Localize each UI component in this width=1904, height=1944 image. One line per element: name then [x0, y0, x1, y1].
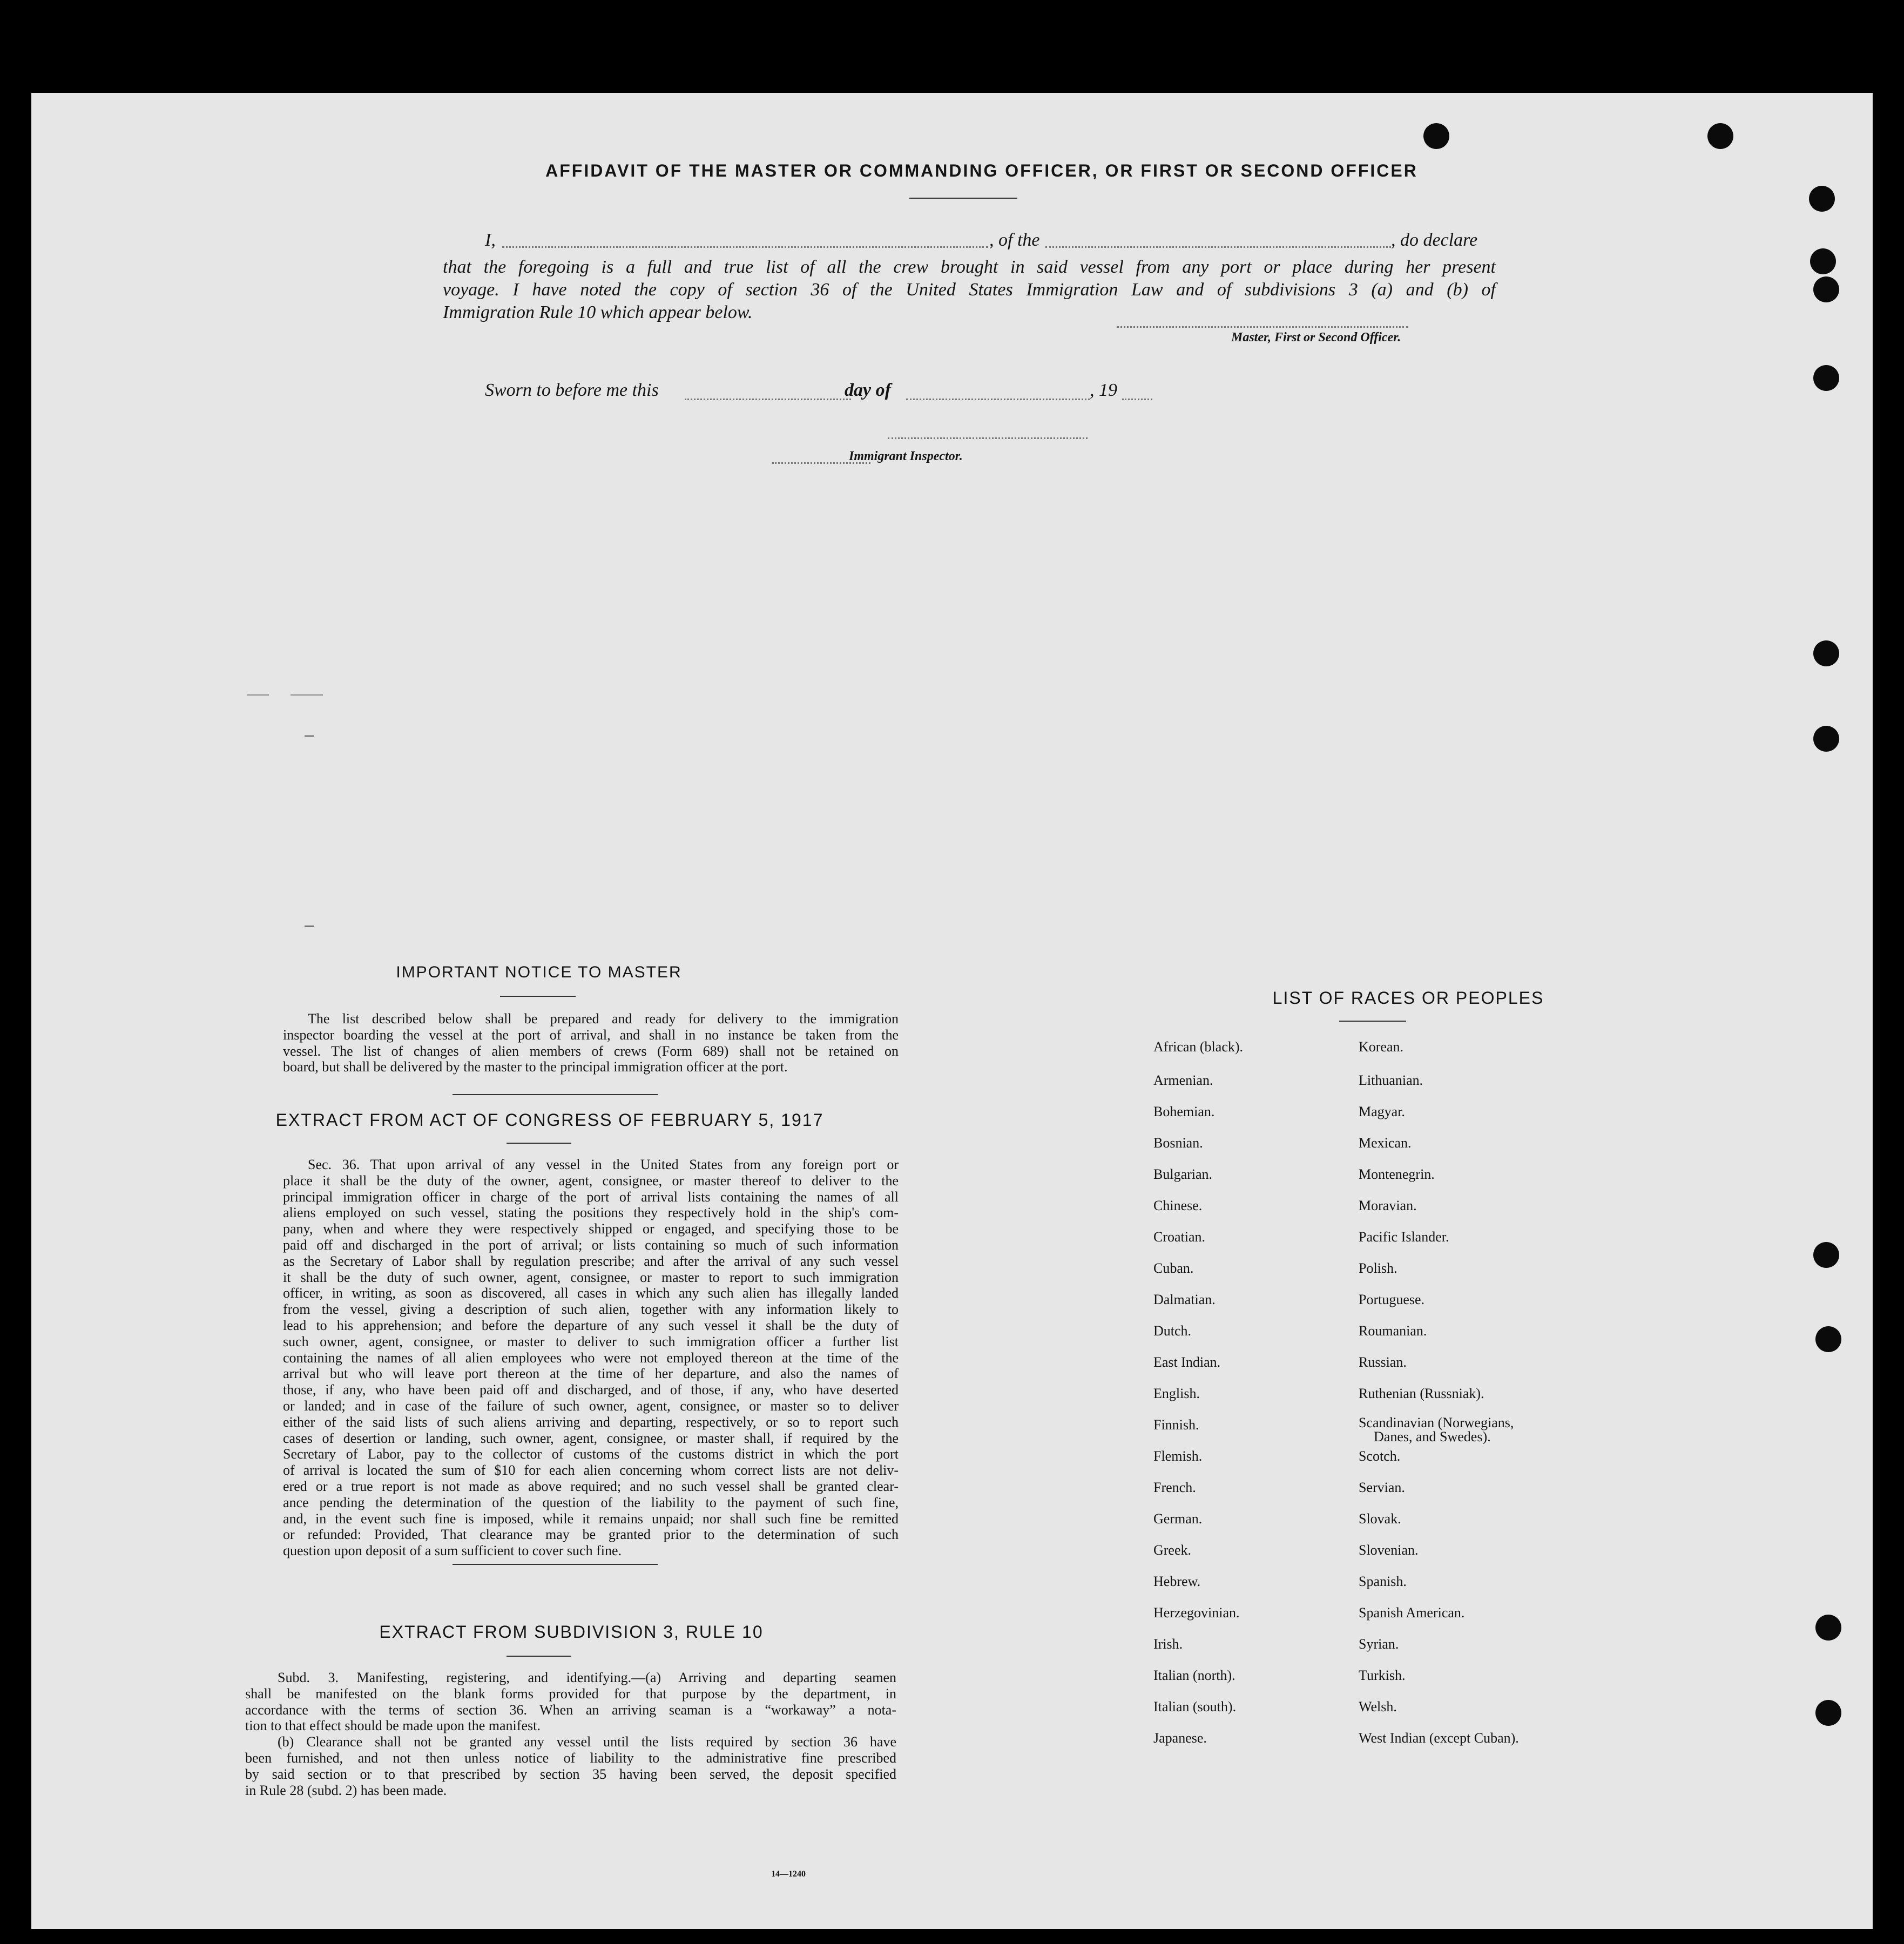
punch-hole — [1813, 276, 1839, 302]
race-item: Syrian. — [1359, 1636, 1399, 1652]
act-line: Sec. 36. That upon arrival of any vessel in the United States from any foreign port or — [308, 1157, 899, 1172]
race-item: Scandinavian (Norwegians, — [1359, 1415, 1514, 1430]
race-item: Welsh. — [1359, 1699, 1397, 1714]
act-line: or landed; and in case of the failure of such owner, agent, consignee, or master so to deliver — [283, 1398, 899, 1414]
race-item: Polish. — [1359, 1260, 1397, 1276]
officer-caption: Master, First or Second Officer. — [1231, 330, 1401, 345]
race-item: Bulgarian. — [1153, 1166, 1213, 1182]
punch-hole — [1815, 1326, 1841, 1352]
race-item: Chinese. — [1153, 1198, 1203, 1213]
punch-hole — [1813, 726, 1839, 752]
affidavit-line-1c: , do declare — [1391, 230, 1478, 250]
race-item: Portuguese. — [1359, 1292, 1425, 1307]
notice-text — [283, 1011, 899, 1075]
act-line: ered or a true report is not made as above required; and no such vessel shall be granted clear- — [283, 1478, 899, 1494]
notice-line: The list described below shall be prepared and ready for delivery to the immigration — [308, 1011, 899, 1027]
race-item: Flemish. — [1153, 1448, 1203, 1464]
race-item: Croatian. — [1153, 1229, 1206, 1245]
race-item: Pacific Islander. — [1359, 1229, 1449, 1245]
rule-rule — [507, 1656, 571, 1657]
year-field-line — [1122, 399, 1152, 400]
race-item: Montenegrin. — [1359, 1166, 1435, 1182]
race-item: Spanish. — [1359, 1574, 1407, 1589]
act-line: those, if any, who have been paid off and discharged, and of those, if any, who have deserted — [283, 1382, 899, 1398]
act-line: such owner, agent, consignee, or master to deliver to such immigration officer a further list — [283, 1333, 899, 1349]
punch-hole — [1809, 186, 1835, 212]
sworn-text-a: Sworn to before me this — [485, 380, 659, 400]
rule-line: tion to that effect should be made upon the manifest. — [245, 1718, 541, 1734]
race-item: Roumanian. — [1359, 1323, 1427, 1339]
notice-line: board, but shall be delivered by the master to the principal immigration officer at the port. — [283, 1059, 788, 1075]
race-item: Danes, and Swedes). — [1374, 1429, 1491, 1444]
title-rule — [909, 198, 1017, 199]
race-item: Slovak. — [1359, 1511, 1401, 1527]
race-item: Korean. — [1359, 1039, 1404, 1055]
race-item: Japanese. — [1153, 1730, 1207, 1746]
section-divider — [453, 1564, 658, 1565]
rule-line: shall be manifested on the blank forms provided for that purpose by the department, in — [245, 1685, 896, 1702]
act-line: Secretary of Labor, pay to the collector of customs of the customs district in which the port — [283, 1446, 899, 1462]
race-item: East Indian. — [1153, 1354, 1221, 1370]
race-item: Magyar. — [1359, 1104, 1405, 1119]
rule-line: Subd. 3. Manifesting, registering, and identifying.—(a) Arriving and departing seamen — [278, 1670, 896, 1685]
race-item: Ruthenian (Russniak). — [1359, 1386, 1484, 1401]
act-line: cases of desertion or landing, such owner, agent, consignee, or master shall, if required by the — [283, 1430, 899, 1446]
affidavit-line-1b: , of the — [989, 230, 1040, 250]
act-line: as the Secretary of Labor shall by regulation prescribe; and after the arrival of any such vessel — [283, 1253, 899, 1269]
act-line: officer, in writing, as soon as discovered, all cases in which any such alien has illegally landed — [283, 1285, 899, 1301]
race-item: Turkish. — [1359, 1668, 1406, 1683]
rule-line: accordance with the terms of section 36. When an arriving seaman is a “workaway” a nota- — [245, 1702, 896, 1718]
name-field-line — [502, 246, 988, 248]
act-line: or refunded: Provided, That clearance may be granted prior to the determination of such — [283, 1527, 899, 1543]
race-item: Scotch. — [1359, 1448, 1401, 1464]
race-item: Greek. — [1153, 1542, 1192, 1558]
officer-signature-line — [1117, 326, 1408, 328]
sworn-text-b: day of — [845, 380, 891, 400]
rule-line: been furnished, and not then unless notice of liability to the administrative fine prescribed — [245, 1750, 896, 1766]
punch-hole — [1810, 248, 1836, 274]
race-item: Herzegovinian. — [1153, 1605, 1240, 1621]
notice-line: inspector boarding the vessel at the port of arrival, and shall in no instance be taken from the — [283, 1027, 899, 1043]
race-item: Finnish. — [1153, 1417, 1199, 1433]
act-text — [283, 1157, 899, 1559]
punch-hole — [1707, 123, 1733, 149]
race-item: Dalmatian. — [1153, 1292, 1216, 1307]
punch-hole — [1813, 365, 1839, 391]
notice-rule — [500, 996, 576, 997]
race-item: French. — [1153, 1480, 1196, 1495]
affidavit-title: AFFIDAVIT OF THE MASTER OR COMMANDING OFFICER, OR FIRST OR SECOND OFFICER — [545, 161, 1418, 180]
race-item: Cuban. — [1153, 1260, 1194, 1276]
race-item: English. — [1153, 1386, 1200, 1401]
scan-mark — [291, 694, 323, 696]
race-item: Moravian. — [1359, 1198, 1417, 1213]
notice-title: IMPORTANT NOTICE TO MASTER — [396, 963, 682, 981]
act-line: from the vessel, giving a description of such alien, together with any information likely to — [283, 1301, 899, 1318]
race-item: Hebrew. — [1153, 1574, 1201, 1589]
rule-line: (b) Clearance shall not be granted any vessel until the lists required by section 36 have — [278, 1734, 896, 1750]
act-line: containing the names of all alien employees who were not employed thereon at the time of the — [283, 1349, 899, 1366]
race-item: Armenian. — [1153, 1072, 1213, 1088]
race-item: Slovenian. — [1359, 1542, 1419, 1558]
act-line: arrival but who will leave port thereon at the time of her departure, and also the names of — [283, 1366, 899, 1382]
act-line: principal immigration officer in charge of the port of arrival lists containing the names of all — [283, 1189, 899, 1205]
affidavit-line-1a: I, — [485, 230, 496, 250]
act-line: lead to his apprehension; and before the departure of any such vessel it shall be the duty of — [283, 1317, 899, 1333]
race-item: German. — [1153, 1511, 1203, 1527]
punch-hole — [1815, 1615, 1841, 1641]
race-item: Lithuanian. — [1359, 1072, 1423, 1088]
act-line: ance pending the determination of the question of the liability to the payment of such fine, — [283, 1494, 899, 1510]
rule-text — [245, 1670, 896, 1798]
scan-mark — [305, 735, 314, 737]
inspector-signature-line-1 — [888, 437, 1088, 439]
race-item: Italian (north). — [1153, 1668, 1235, 1683]
punch-hole — [1815, 1700, 1841, 1726]
act-line: pany, when and where they were respectively shipped or engaged, and specifying those to be — [283, 1221, 899, 1237]
race-item: Mexican. — [1359, 1135, 1412, 1151]
act-line: of arrival is located the sum of $10 for each alien concerning whom correct lists are not deliv- — [283, 1462, 899, 1479]
races-rule — [1339, 1021, 1406, 1022]
race-item: Italian (south). — [1153, 1699, 1237, 1714]
act-line: paid off and discharged in the port of arrival; or lists containing so much of such information — [283, 1237, 899, 1253]
form-number: 14—1240 — [771, 1869, 806, 1879]
punch-hole — [1813, 640, 1839, 666]
race-item: Spanish American. — [1359, 1605, 1465, 1621]
act-line: question upon deposit of a sum sufficient to cover such fine. — [283, 1543, 622, 1559]
race-item: Irish. — [1153, 1636, 1183, 1652]
inspector-caption: Immigrant Inspector. — [849, 449, 963, 463]
affidavit-line-4: Immigration Rule 10 which appear below. — [443, 302, 753, 322]
affidavit-line-3: voyage. I have noted the copy of section 36 of the United States Immigration Law and of subdivisions 3 (a) and (b) of — [443, 280, 1496, 300]
act-line: aliens employed on such vessel, stating the positions they respectively hold in the ship's com- — [283, 1205, 899, 1221]
races-title: LIST OF RACES OR PEOPLES — [1272, 988, 1544, 1008]
race-item: Bohemian. — [1153, 1104, 1215, 1119]
affidavit-line-2: that the foregoing is a full and true list of all the crew brought in said vessel from any port or place during her present — [443, 257, 1496, 277]
punch-hole — [1813, 1242, 1839, 1268]
month-field-line — [906, 399, 1090, 400]
section-divider — [453, 1094, 658, 1095]
rule-line: in Rule 28 (subd. 2) has been made. — [245, 1782, 447, 1798]
act-line: either of the said lists of such aliens arriving and departing, respectively, or so to report such — [283, 1414, 899, 1430]
race-item: Dutch. — [1153, 1323, 1192, 1339]
rule-line: by said section or to that prescribed by section 35 having been served, the deposit specified — [245, 1766, 896, 1782]
race-item: Servian. — [1359, 1480, 1405, 1495]
scan-mark — [305, 926, 314, 927]
act-line: it shall be the duty of such owner, agent, consignee, or master to report to such immigration — [283, 1269, 899, 1285]
race-item: West Indian (except Cuban). — [1359, 1730, 1519, 1746]
act-title: EXTRACT FROM ACT OF CONGRESS OF FEBRUARY 5, 1917 — [275, 1110, 824, 1130]
punch-hole — [1423, 123, 1449, 149]
act-line: and, in the event such fine is imposed, while it remains unpaid; nor shall such fine be remitted — [283, 1510, 899, 1527]
race-item: Russian. — [1359, 1354, 1407, 1370]
race-item: Bosnian. — [1153, 1135, 1203, 1151]
race-item: African (black). — [1153, 1039, 1244, 1055]
rule-title: EXTRACT FROM SUBDIVISION 3, RULE 10 — [379, 1622, 764, 1642]
day-field-line — [685, 399, 851, 400]
scan-mark — [247, 694, 269, 696]
document-page — [31, 93, 1873, 1929]
vessel-field-line — [1045, 246, 1391, 248]
act-rule — [507, 1143, 571, 1144]
sworn-text-c: , 19 — [1090, 380, 1117, 400]
notice-line: vessel. The list of changes of alien members of crews (Form 689) shall not be retained on — [283, 1043, 899, 1059]
act-line: place it shall be the duty of the owner, agent, consignee, or master thereof to deliver to the — [283, 1172, 899, 1189]
